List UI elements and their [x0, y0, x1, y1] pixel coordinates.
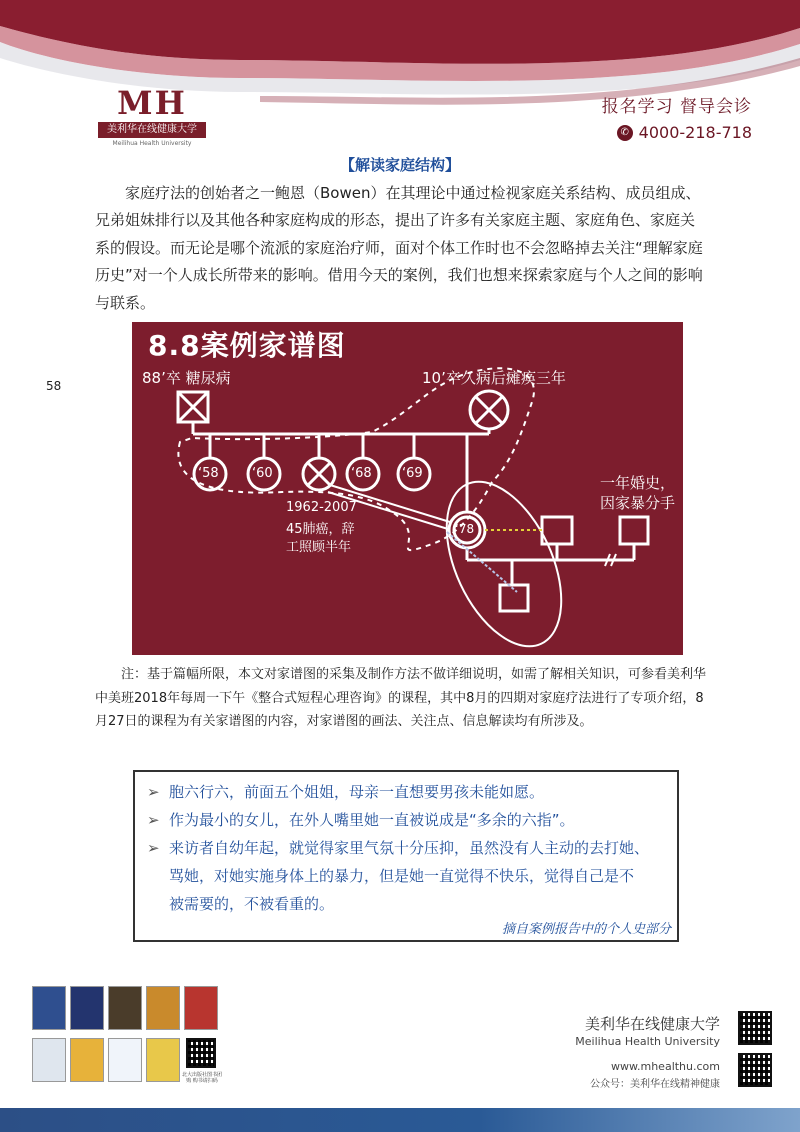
logo-ribbon: 美利华在线健康大学 — [98, 122, 206, 138]
book-cover — [146, 986, 180, 1030]
book-cover — [108, 1038, 142, 1082]
bullet-arrow-icon: ➢ — [147, 783, 160, 801]
book-cover — [108, 986, 142, 1030]
genogram-figure — [132, 322, 683, 655]
deceased-note-line2: 45肺癌，辞 — [286, 522, 355, 537]
phone-icon: ✆ — [617, 125, 633, 141]
sibling-label-2: ‘60 — [252, 466, 273, 481]
footer-wechat: 公众号：美利华在线精神健康 — [590, 1079, 720, 1090]
book-cover — [70, 1038, 104, 1082]
partner-symbol-2 — [620, 517, 648, 544]
case-summary-box — [133, 770, 679, 942]
mother-note: 10’卒久病后瘫痪三年 — [422, 369, 566, 387]
case-bullet-3-cont-2: 被需要的，不被看重的。 — [169, 895, 335, 913]
header-phone — [602, 123, 752, 142]
book-cover — [146, 1038, 180, 1082]
case-bullet-3-cont-1: 骂她，对她实施身体上的暴力，但是她一直觉得不快乐，觉得自己是不 — [169, 867, 635, 885]
intro-paragraph: 家庭疗法的创始者之一鲍恩（Bowen）在其理论中通过检视家庭关系结构、成员组成、兄弟姐妹排行以及其他各种家庭构成的形态，提出了许多有关家庭主题、家庭角色、家庭关系的假设。而无论是哪个流派的家庭治疗师，面对个体工作时也不会忽略掉去关注“理解家庭历史”对一个人成长所带来的影响。借用今天的案例，我们也想来探索家庭与个人之间的影响与联系。 — [95, 184, 703, 312]
bullet-arrow-icon: ➢ — [147, 811, 160, 829]
sibling-label-4: ‘68 — [351, 466, 372, 481]
figure-note: 注：基于篇幅所限，本文对家谱图的采集及制作方法不做详细说明，如需了解相关知识，可参看美利华中美班2018年每周一下午《整合式短程心理咨询》的课程，其中8月的四期对家庭疗法进行了专项介绍，8月27日的课程为有关家谱图的内容，对家谱图的画法、关注点、信息解读均有所涉及。 — [95, 667, 707, 730]
deceased-note-line1: 1962-2007 — [286, 500, 357, 515]
wechat-qr-code — [738, 1053, 772, 1087]
sibling-label-5: ‘69 — [402, 466, 423, 481]
deceased-note-line3: 工照顾半年 — [286, 540, 352, 555]
client-label: ‘78 — [455, 522, 475, 536]
sibling-label-1: ‘58 — [198, 466, 219, 481]
case-bullet-2: ➢ 作为最小的女儿，在外人嘴里她一直被说成是“多余的六指”。 — [147, 806, 575, 834]
section-title: 【解读家庭结构】 — [339, 156, 460, 174]
header-slogan: 报名学习 督导会诊 — [601, 97, 752, 117]
book-cover — [32, 1038, 66, 1082]
logo-mark: MH — [117, 84, 187, 122]
footer-university-cn: 美利华在线健康大学 — [584, 1015, 720, 1033]
university-logo — [96, 82, 208, 156]
book-qr-caption: 北大出版社图书团购 购书请扫码 — [181, 1072, 222, 1084]
father-note: 88’卒 糖尿病 — [142, 369, 231, 387]
phone-number: 4000-218-718 — [638, 123, 752, 142]
marriage-note-line2: 因家暴分手 — [600, 494, 676, 512]
footer-band — [0, 1108, 800, 1132]
book-cover — [70, 986, 104, 1030]
case-bullet-3: ➢ 来访者自幼年起，就觉得家里气氛十分压抑，虽然没有人主动的去打她、 — [147, 834, 649, 862]
book-cover — [184, 986, 218, 1030]
logo-english: Meilihua Health University — [112, 140, 192, 147]
header-contact — [602, 92, 752, 142]
genogram-title: 8.8案例家谱图 — [148, 329, 346, 362]
book-qr-code — [186, 1038, 216, 1068]
book-cover — [32, 986, 66, 1030]
case-source: 摘自案例报告中的个人史部分 — [501, 922, 671, 937]
case-bullet-1: ➢ 胞六行六，前面五个姐姐，母亲一直想要男孩未能如愿。 — [147, 778, 544, 806]
book-promo — [32, 980, 232, 1090]
footer-university-en: Meilihua Health University — [575, 1035, 720, 1048]
bullet-arrow-icon: ➢ — [147, 839, 160, 857]
footer-info — [575, 1013, 720, 1090]
website-qr-code — [738, 1011, 772, 1045]
footer-url: www.mhealthu.com — [611, 1060, 720, 1073]
marriage-note-line1: 一年婚史， — [600, 474, 676, 492]
page-number: 58 — [46, 379, 62, 393]
